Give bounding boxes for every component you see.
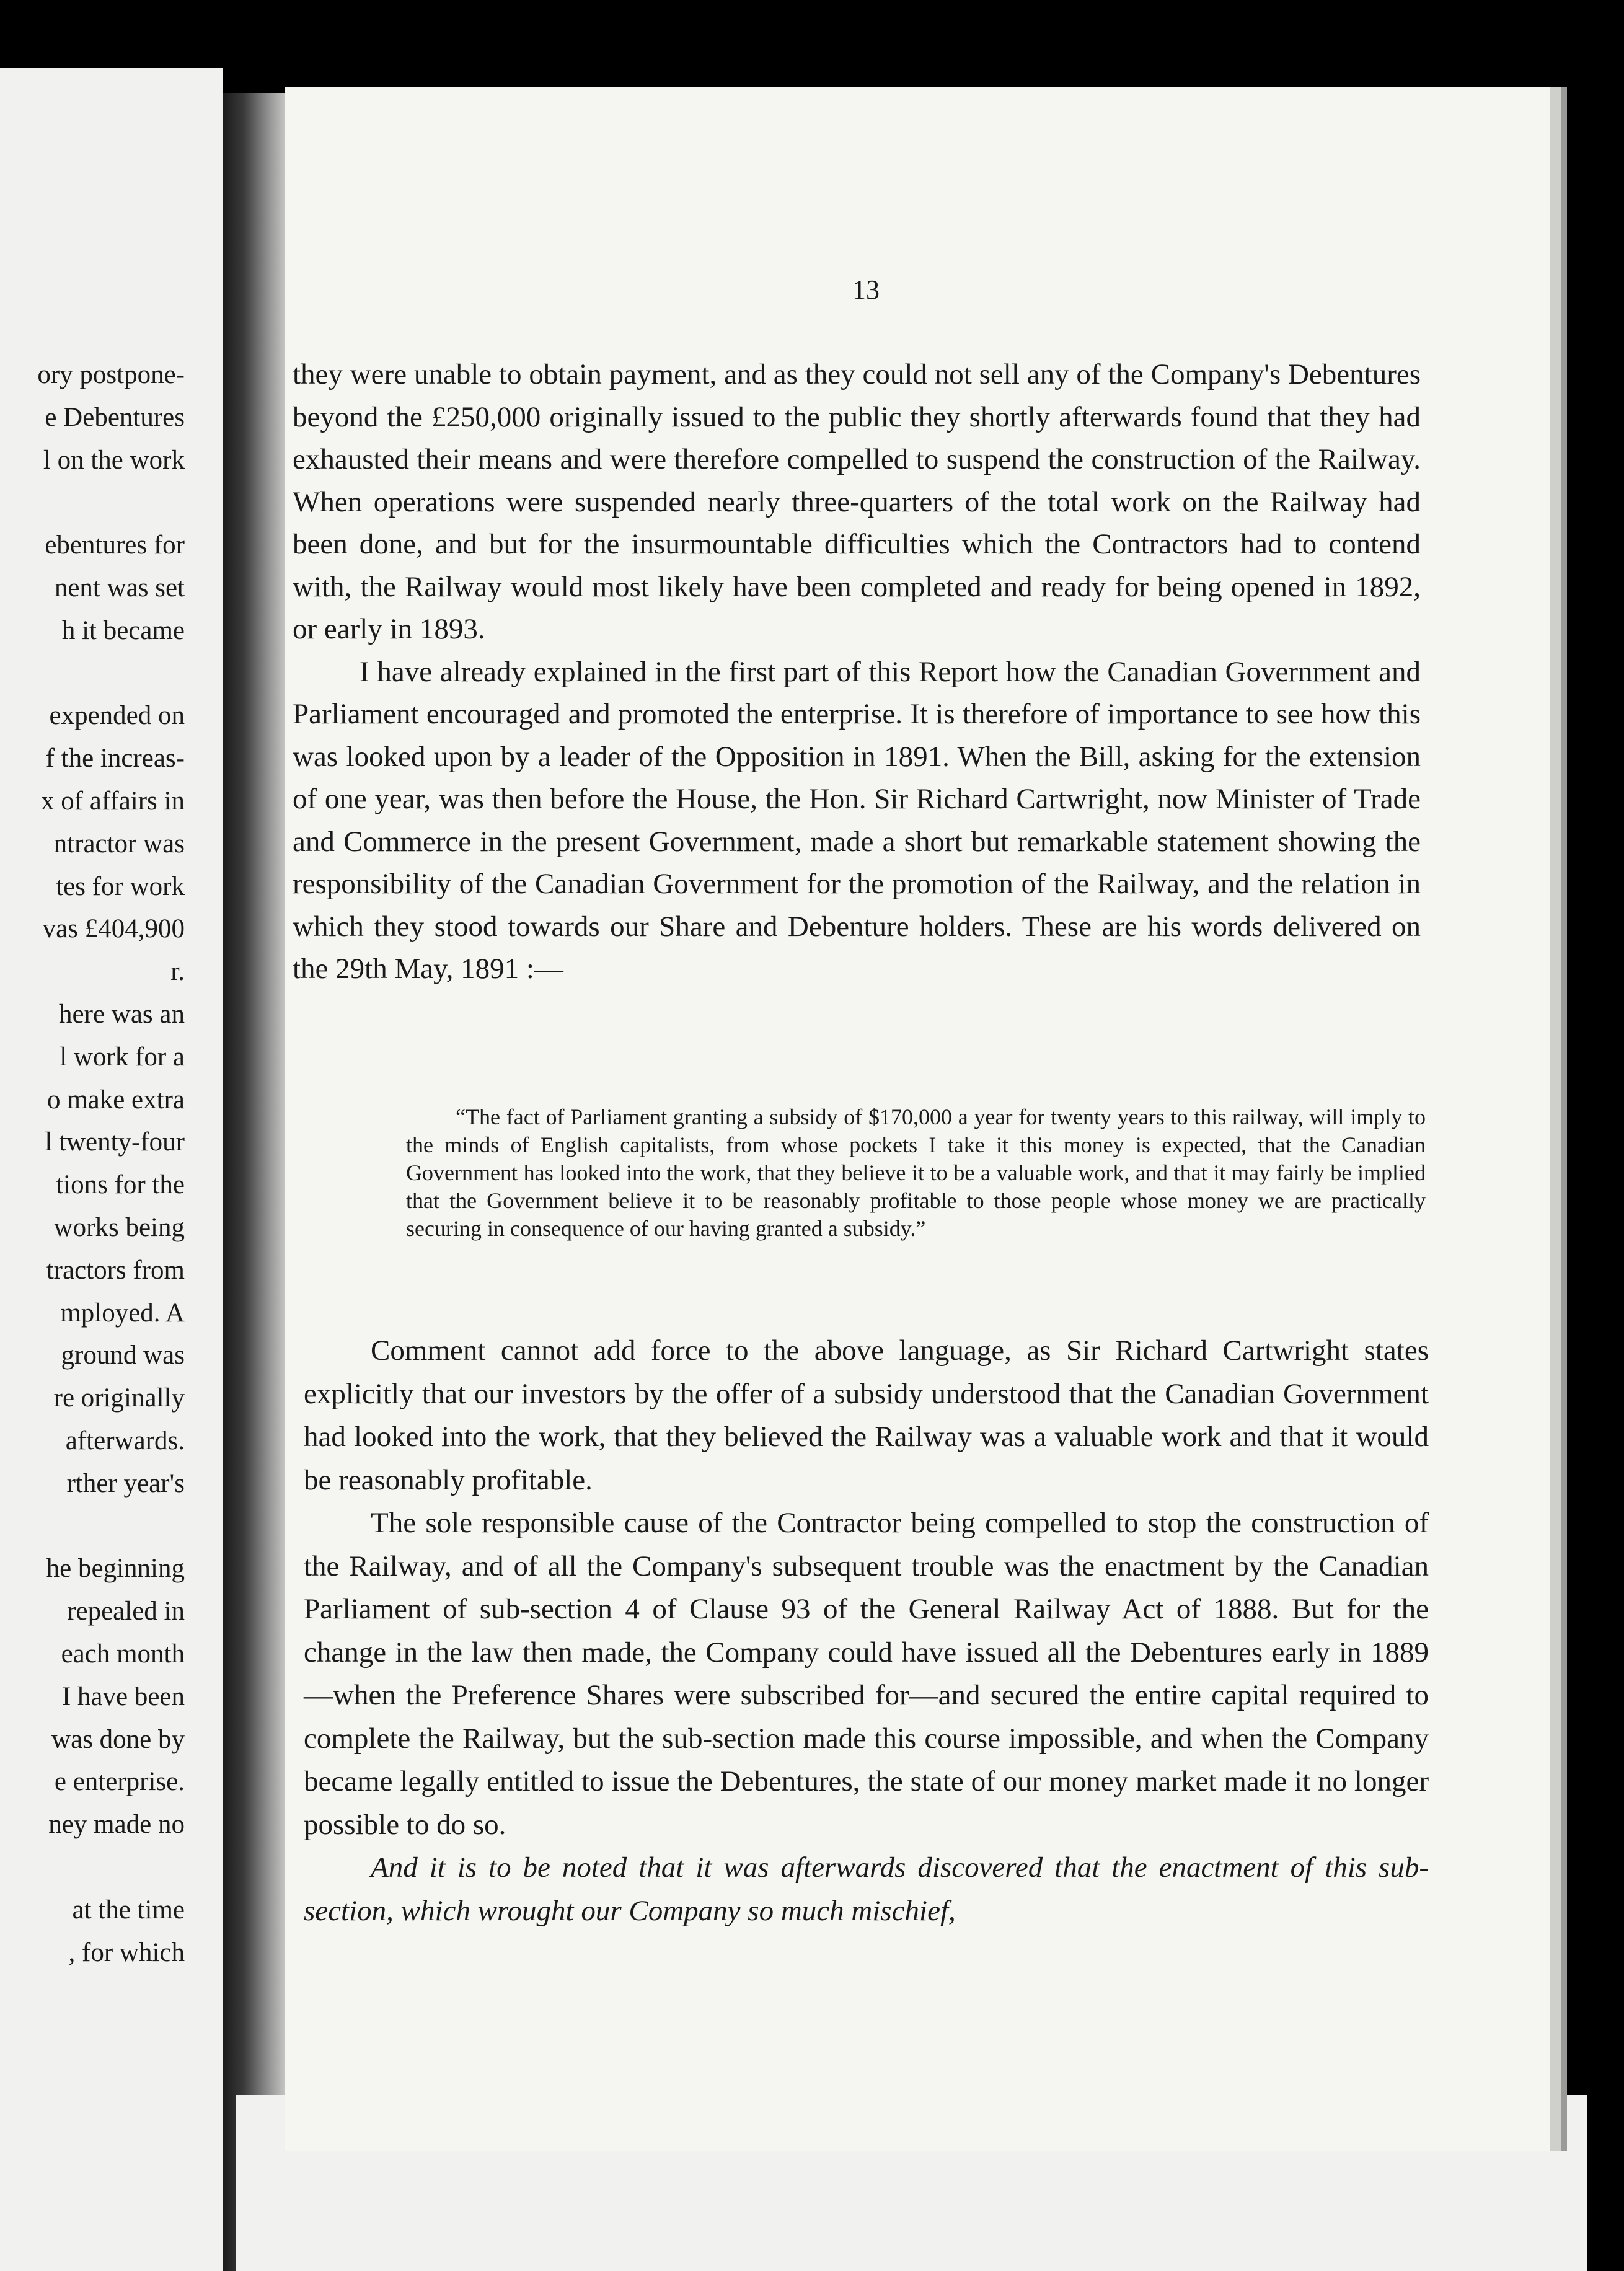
left-page-line: he beginning <box>46 1554 185 1584</box>
left-page-line: f the increas- <box>45 744 185 774</box>
left-page-line: was done by <box>51 1724 185 1754</box>
left-page-line: at the time <box>72 1895 185 1925</box>
left-page-line: e enterprise. <box>54 1767 185 1797</box>
left-page-line: repealed in <box>67 1597 185 1626</box>
left-page-line: tes for work <box>56 871 185 901</box>
body-text-top <box>293 353 1421 990</box>
page-number: 13 <box>852 275 880 305</box>
left-page-line: o make extra <box>46 1085 185 1114</box>
book-gutter <box>223 93 291 2271</box>
left-page-line: expended on <box>49 701 185 731</box>
left-page-line: ntractor was <box>53 829 185 858</box>
left-page-line: l work for a <box>60 1042 185 1072</box>
left-page-line: ory postpone- <box>37 360 185 389</box>
left-page-line: each month <box>61 1639 185 1669</box>
left-page-line: ground was <box>61 1341 185 1370</box>
paragraph-comment: Comment cannot add force to the above language, as Sir Richard Cartwright states explicitly that our investors by the offer of a subsidy understood that the Canadian Government had looked into the work, that they believed the Railway was a valuable work and that it would be reasonably profitable. <box>304 1334 1429 1496</box>
block-quote: “The fact of Parliament granting a subsidy of $170,000 a year for twenty years to this railway, will imply to the minds of English capitalists, from whose pockets I take it this money is expected, that the Canadian Government has looked into the work, that they believe it to be a valuable work, and that it may fairly be implied that the Government believe it to be reasonably profitable to those people whose money we are practically securing in consequence of our having granted a subsidy.” <box>406 1105 1426 1241</box>
left-page-line: h it became <box>61 615 185 645</box>
left-page-line: tions for the <box>56 1170 185 1200</box>
left-page-line: ebentures for <box>45 531 185 560</box>
left-page-line: I have been <box>61 1682 185 1711</box>
left-page-line: rther year's <box>66 1468 185 1498</box>
left-page-line: mployed. A <box>60 1298 185 1328</box>
body-text-bottom <box>304 1330 1429 1933</box>
paragraph-continued: they were unable to obtain payment, and as they could not sell any of the Company's Debentures beyond the £250,000 originally issued to the public they shortly afterwards found that they had exhausted their means and were therefore compelled to suspend the construction of the Railway. When operations were suspended nearly three-quarters of the total work on the Railway had been done, and but for the insurmountable difficulties which the Contractors had to contend with, the Railway would most likely have been completed and ready for being opened in 1892, or early in 1893. <box>293 358 1421 645</box>
left-page-line: r. <box>170 957 185 987</box>
left-page-line: e Debentures <box>45 402 185 432</box>
left-page-line: l twenty-four <box>45 1127 185 1157</box>
left-page-line: , for which <box>68 1938 185 1967</box>
left-page-line: afterwards. <box>65 1426 185 1455</box>
left-page-line: tractors from <box>46 1255 185 1285</box>
left-page-line: here was an <box>59 1000 185 1029</box>
paragraph-sole-cause: The sole responsible cause of the Contractor being compelled to stop the construction of the Railway, and of all the Company's subsequent trouble was the enactment by the Canadian Parliament of sub-section 4 of Clause 93 of the General Railway Act of 1888. But for the change in the law then made, the Company could have issued all the Debentures early in 1889—when the Preference Shares were subscribed for—and secured the entire capital required to complete the Railway, but the sub-section made this course impossible, and when the Company became legally entitled to issue the Debentures, the state of our money market made it no longer possible to do so. <box>304 1507 1429 1841</box>
left-page <box>0 68 223 2271</box>
left-page-line: x of affairs in <box>40 787 185 816</box>
left-page-line: works being <box>53 1213 185 1242</box>
left-page-line: nent was set <box>54 573 185 602</box>
left-page-line: l on the work <box>43 445 185 475</box>
paragraph-cartwright-intro: I have already explained in the first part of this Report how the Canadian Government and Parliament encouraged and promoted the enterprise. It is therefore of importance to see how this was looked upon by a leader of the Opposition in 1891. When the Bill, asking for the extension of one year, was then before the House, the Hon. Sir Richard Cartwright, now Minister of Trade and Commerce in the present Government, made a short but remarkable statement showing the responsibility of the Canadian Government for the promotion of the Railway, and the relation in which they stood towards our Share and Debenture holders. These are his words delivered on the 29th May, 1891 :— <box>293 655 1421 985</box>
left-page-line: re originally <box>53 1383 185 1413</box>
left-page-line: ney made no <box>48 1810 185 1840</box>
paragraph-italic-note: And it is to be noted that it was afterwards discovered that the enactment of this sub-section, which wrought our Company so much mischief, <box>304 1851 1429 1927</box>
left-page-line: vas £404,900 <box>42 914 185 944</box>
